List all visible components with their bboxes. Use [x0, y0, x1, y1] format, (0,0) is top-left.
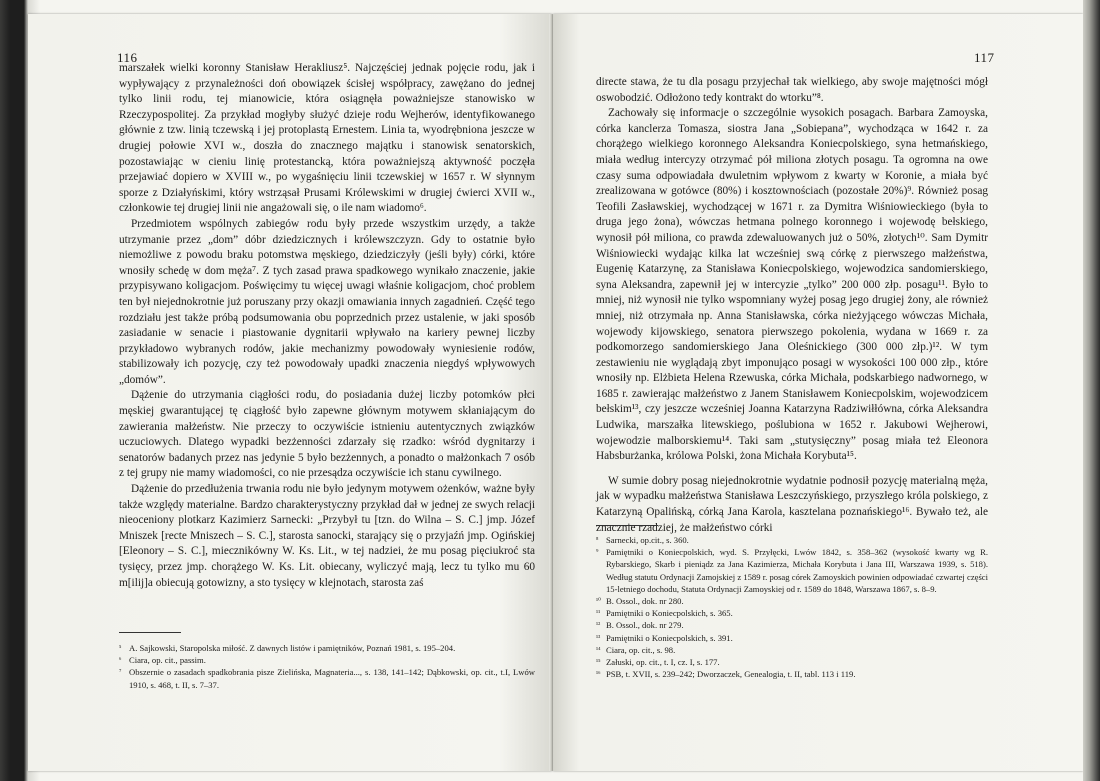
right-footnotes [596, 534, 988, 680]
paragraph: marszałek wielki koronny Stanisław Herakliusz⁵. Najczęściej jednak pojęcie rodu, jak i wypływający z przynależności doń obowiązek ścisłej współpracy, zawężano do jednej tylko linii rodu, tej mianowicie, która osiągnęła poważniejsze stanowisko w Rzeczypospolitej. Za przykład mogłyby służyć dzieje rodu Wejherów, identyfikowanego głównie z tzw. linią tczewską i jej protoplastą Ernestem. Linia ta, wyodrębniona jeszcze w drugiej połowie XVI w., doszła do znacznego majątku i stanowisk senatorskich, pozostawiając w cieniu linię protestancką, która poważniejszą aktywność poczęła przejawiać dopiero w XVIII w., po wygaśnięciu linii tczewskiej w 1657 r. W słynnym sporze z Działyńskimi, który wstrząsał Prusami Królewskimi w drugiej ćwierci XVII w., członkowie tej drugiej linii nie angażowali się, o ile nam wiadomo⁶. [119, 62, 535, 215]
page-number-right: 117 [974, 50, 995, 65]
footnote-rule [596, 525, 658, 526]
footnote: ⁶ Ciara, op. cit., passim. [119, 655, 206, 666]
page-number-left: 116 [117, 50, 138, 65]
footnote: ⁷ Obszernie o zasadach spadkobrania pisze Zielińska, Magnateria..., s. 138, 141–142; Dąbkowski, op. cit., t.I, Lwów 1910, s. 468, t. II, s. 7–37. [119, 667, 535, 690]
footnote: ¹⁵ Załuski, op. cit., t. I, cz. I, s. 177. [596, 657, 720, 668]
footnote: ¹¹ Pamiętniki o Koniecpolskich, s. 365. [596, 608, 733, 619]
paragraph: Dążenie do przedłużenia trwania rodu nie było jedynym motywem ożenków, ważne były także względy materialne. Bardzo charakterystyczny przykład dał w jednej ze swych relacji nieoceniony plotkarz Kazimierz Sarnecki: „Przybył tu [tzn. do Wilna – S. C.] jmp. Józef Mniszek [recte Mniszech – S. C.], starosta sanocki, starający się o przyjaźń jmp. Ogińskiej [Eleonory – S. C.], miecznikówny W. Ks. Lit., w tej nadziei, że mu posag pięciukroć sta tysięcy, przez jmp. chorążego W. Ks. Lit. obiecany, wyliczyć mają, lecz tu tylko mu 60 m[ilij]a obiecują gotowizny, a sto tysięcy w klejnotach, starosta zaś [119, 483, 535, 589]
paragraph: directe stawa, że tu dla posagu przyjechał tak wielkiego, aby swoje majętności mógł oswobodzić. Odłożono tedy kontrakt do wtorku”⁸. [596, 76, 988, 104]
footnote: ¹² B. Ossol., dok. nr 279. [596, 620, 684, 631]
footnote: ¹³ Pamiętniki o Koniecpolskich, s. 391. [596, 632, 733, 643]
footnote-rule [119, 632, 181, 633]
paragraph: Przedmiotem wspólnych zabiegów rodu były przede wszystkim urzędy, a także utrzymanie przez „dom” dóbr dziedzicznych i królewszczyzn. Gdy to ostatnie było niemożliwe z powodu braku potomstwa męskiego, dziedziczyły (jeśli były) córki, które wnosiły schedę w dom męża⁷. Z tych zasad prawa spadkowego wynikało znaczenie, jakie przypisywano koligacjom. Poświęcimy tu więcej uwagi właśnie koligacjom, choć problem ten był niejednokrotnie już poruszany przy okazji omawiania innych zagadnień. Część tego rozdziału jest także próbą podsumowania obu poprzednich przez ustalenie, w jaki sposób zasiadanie w senacie i piastowanie dygnitarii wpływało na kariery pewnej liczby przykładowo wybranych rodów, jakie mechanizmy powodowały wyniesienie rodów, stabilizowały ich pozycję, czy też powodowały upadki znaczenia niegdyś wpływowych „domów”. [119, 217, 535, 386]
footnote: ¹⁴ Ciara, op. cit., s. 98. [596, 644, 676, 655]
footnote: ¹⁶ PSB, t. XVII, s. 239–242; Dworzaczek, Genealogia, t. II, tabl. 113 i 119. [596, 669, 856, 680]
left-footnotes [119, 642, 535, 691]
footnote: ⁸ Sarnecki, op.cit., s. 360. [596, 535, 689, 545]
paragraph: W sumie dobry posag niejednokrotnie wydatnie podnosił pozycję materialną męża, jak w wypadku małżeństwa Stanisława Leszczyńskiego, przyszłego króla polskiego, z Katarzyną Opalińską, córką Jana Karola, kasztelana poznańskiego¹⁶. Bywało też, ale znacznie rzadziej, że małżeństwo córki [596, 474, 988, 534]
right-body-text [596, 75, 988, 536]
left-body-text [119, 61, 535, 591]
left-page [28, 14, 552, 771]
footnote: ¹⁰ B. Ossol., dok. nr 280. [596, 596, 684, 607]
paragraph: Dążenie do utrzymania ciągłości rodu, do posiadania dużej liczby potomków płci męskiej gwarantującej tę ciągłość było zapewne głównym motywem skłaniającym do zawierania małżeństw. Nie przeczy to oczywiście istnieniu autentycznych związków uczuciowych. Dlatego wypadki bezżenności zdarzały się rzadko: wśród dygnitarzy i senatorów badanych przez nas jedynie 5 było bezżennych, a ponadto o małżonkach 7 osób z tej grupy nie mamy wiadomości, co nie przesądza oczywiście ich stanu cywilnego. [119, 389, 535, 480]
footnote: ⁵ A. Sajkowski, Staropolska miłość. Z dawnych listów i pamiętników, Poznań 1981, s. 195–204. [119, 643, 456, 653]
footnote: ⁹ Pamiętniki o Koniecpolskich, wyd. S. Przyłęcki, Lwów 1842, s. 358–362 (wysokość kwarty wg R. Rybarskiego, Skarb i pieniądz za Jana Kazimierza, Michała Korybuta i Jana III, Warszawa 1939, s. 518). Według statutu Ordynacji Zamojskiej z 1589 r. posag córek Zamoyskich powinien odpowiadać czwartej części 15-letniego dochodu, Statuta Ordynacji Zamoyskiej od r. 1589 do 1848, Warszawa 1867, s. 8–9. [596, 547, 988, 594]
right-page [553, 14, 1083, 771]
paragraph: Zachowały się informacje o szczególnie wysokich posagach. Barbara Zamoyska, córka kanclerza Tomasza, siostra Jana „Sobiepana”, wychodząca w 1642 r. za chorążego wielkiego koronnego Aleksandra Koniecpolskiego, syna hetmańskiego, miała według intercyzy otrzymać pół miliona złotych posagu. Ta ogromna na owe czasy suma odpowiadała dwuletnim wpływom z kwarty w Koronie, a miała być zrealizowana w gotówce (80%) i kosztownościach (pozostałe 20%)⁹. Również posag Teofili Zasławskiej, wychodzącej w 1671 r. za Dymitra Wiśniowieckiego (była to druga jego żona), wówczas hetmana polnego koronnego i wojewodę bełskiego, wynosił pół miliona, co prawda zdewaluowanych już o 50%, złotych¹⁰. Sam Dymitr Wiśniowiecki wydając kilka lat wcześniej swą córkę z pierwszego małżeństwa, Eugenię Katarzynę, za Stanisława Koniecpolskiego, wojewodzica sandomierskiego, syna Aleksandra, zapewnił jej w intercyzie „tylko” 200 000 złp. posagu¹¹. Było to mniej, niż wynosił nie tylko wspomniany wyżej posag jego drugiej żony, ale również mniej, niż otrzymała np. Anna Stanisławska, córka nieżyjącego wówczas Michała, wojewody kijowskiego, senatora pierwszego pokolenia, wydana w 1669 r. za podkomorzego sandomierskiego Jana Oleśnickiego (300 000 złp.)¹². W tym zestawieniu nie wyglądają zbyt imponująco posagi w wysokości 100 000 złp., które wnosiły np. Elżbieta Helena Rzewuska, córka Michała, podskarbiego nadwornego, w 1685 r. zawierając małżeństwo z Janem Stanisławem Koniecpolskim, wojewodzicem bełskim¹³, czy jeszcze wcześniej Joanna Katarzyna Radziwiłłówna, córka Aleksandra Ludwika, marszałka litewskiego, poślubiona w 1652 r. Jakubowi Wejherowi, wojewodzie malborskiemu¹⁴. Taki sam „stutysięczny” posag miała też Eleonora Habsburżanka, królowa Polski, żona Michała Korybuta¹⁵. [596, 107, 988, 463]
scan-edge [1083, 0, 1100, 781]
